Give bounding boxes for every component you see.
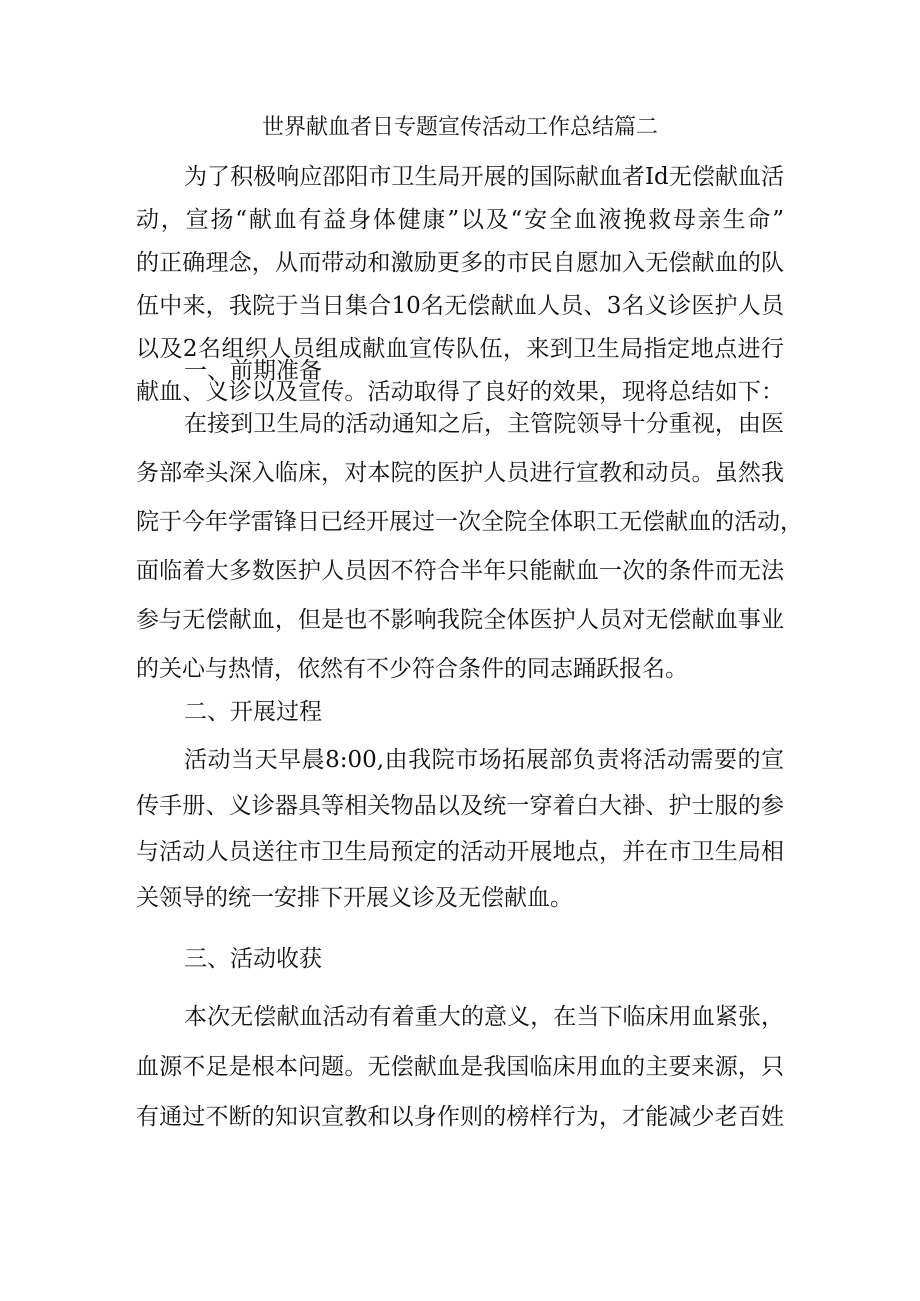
- section3-heading: 三、活动收获: [184, 946, 322, 972]
- section2-line-4: 关领导的统一安排下开展义诊及无偿献血。: [136, 885, 573, 911]
- section2-paragraph: [136, 737, 784, 921]
- section1-paragraph: [136, 400, 803, 694]
- intro-line-2: 动，宣扬“献血有益身体健康”以及“安全血液挽救母亲生命”: [136, 207, 784, 233]
- section2-line-2: 传手册、义诊器具等相关物品以及统一穿着白大褂、护士服的参: [136, 793, 784, 819]
- intro-line-3: 的正确理念，从而带动和激励更多的市民自愿加入无偿献血的队: [136, 250, 784, 276]
- section3-paragraph: [136, 992, 784, 1142]
- section3-line-3: 有通过不断的知识宣教和以身作则的榜样行为，才能减少老百姓: [136, 1104, 784, 1130]
- section3-line-1: 本次无偿献血活动有着重大的意义，在当下临床用血紧张，: [184, 1004, 784, 1030]
- intro-line-4: 伍中来，我院于当日集合10名无偿献血人员、3名义诊医护人员: [136, 293, 784, 319]
- section1-line-5: 参与无偿献血，但是也不影响我院全体医护人员对无偿献血事业: [136, 607, 784, 633]
- section2-line-1: 活动当天早晨8:00,由我院市场拓展部负责将活动需要的宣: [184, 747, 784, 773]
- section1-line-6: 的关心与热情，依然有不少符合条件的同志踊跃报名。: [136, 656, 688, 682]
- section3-line-2: 血源不足是根本问题。无偿献血是我国临床用血的主要来源，只: [136, 1054, 784, 1080]
- section1-line-1: 在接到卫生局的活动通知之后，主管院领导十分重视，由医: [184, 411, 784, 437]
- intro-line-5: 以及2名组织人员组成献血宣传队伍，来到卫生局指定地点进行: [136, 336, 784, 362]
- section2-heading: 二、开展过程: [184, 699, 322, 725]
- section2-line-3: 与活动人员送往市卫生局预定的活动开展地点，并在市卫生局相: [136, 839, 784, 865]
- section1-line-2: 务部牵头深入临床，对本院的医护人员进行宣教和动员。虽然我: [136, 460, 784, 486]
- section1-heading: 一、前期准备: [184, 358, 322, 384]
- section1-line-4: 面临着大多数医护人员因不符合半年只能献血一次的条件而无法: [136, 558, 784, 584]
- intro-line-1: 为了积极响应邵阳市卫生局开展的国际献血者Id无偿献血活: [184, 164, 784, 190]
- document-title: 世界献血者日专题宣传活动工作总结篇二: [261, 115, 658, 140]
- intro-line-6: 献血、义诊以及宣传。活动取得了良好的效果，现将总结如下：: [136, 379, 784, 405]
- section1-line-3: 院于今年学雷锋日已经开展过一次全院全体职工无偿献血的活动，: [136, 509, 803, 535]
